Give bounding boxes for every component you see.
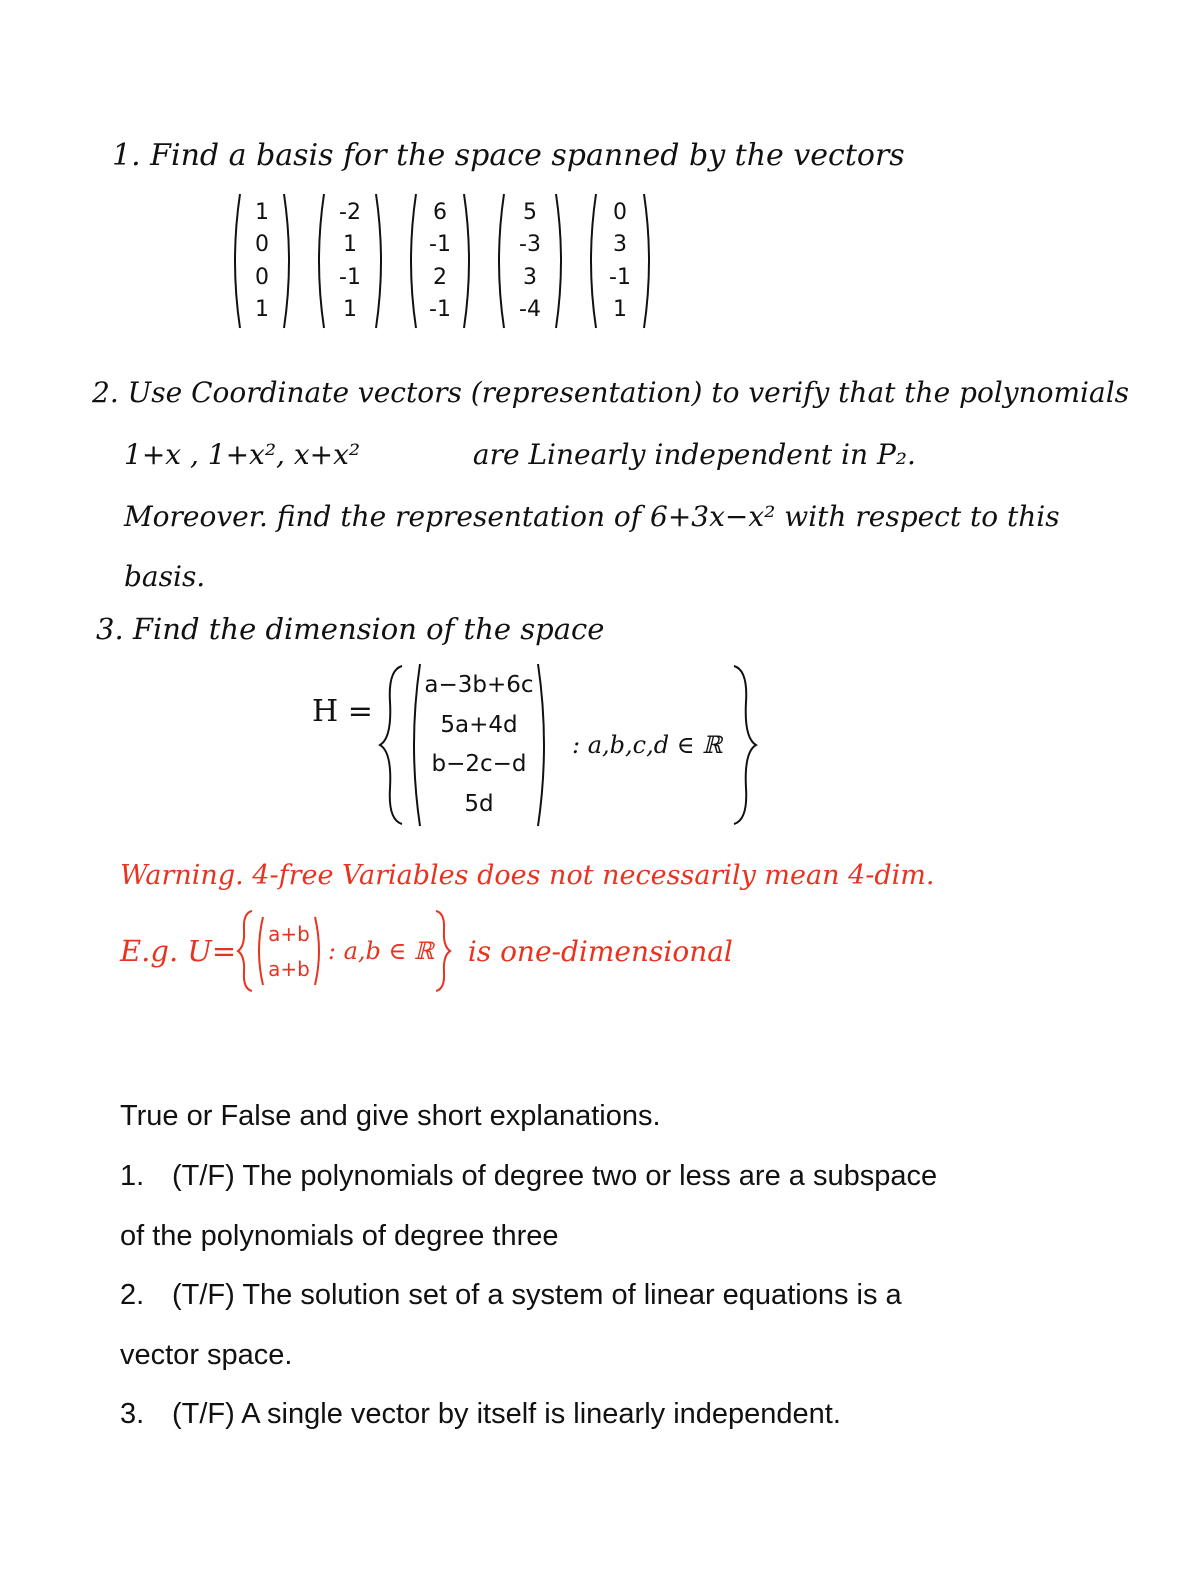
example-suffix: is one-dimensional: [467, 934, 733, 968]
q1-prompt: [112, 138, 905, 173]
warning-example: [120, 908, 733, 994]
q2-line4-text: basis.: [124, 560, 206, 593]
vector-3-entry: 2: [433, 264, 447, 290]
q1-number: 1.: [112, 138, 141, 173]
q3-number: 3.: [96, 612, 124, 646]
example-entry: a+b: [268, 956, 310, 981]
q2-number: 2.: [92, 376, 119, 409]
tf-item-number: 1.: [120, 1160, 145, 1192]
vector-3-entry: -1: [429, 297, 451, 323]
tf-item-3-line1: [120, 1398, 841, 1431]
q2-line3-text: Moreover. find the representation of 6+3x−x² with respect to this: [124, 500, 1060, 533]
vector-4-entry: -4: [519, 297, 541, 323]
q2-line1-text: Use Coordinate vectors (representation) to verify that the polynomials: [127, 376, 1130, 409]
q3-prompt: [96, 612, 604, 646]
vector-2-entry: -1: [339, 264, 361, 290]
vector-5-entry: 0: [613, 199, 627, 225]
vector-1-entry: 0: [255, 264, 269, 290]
q1-vectors: [228, 192, 656, 330]
vector-1-entry: 1: [255, 199, 269, 225]
vector-1: [228, 192, 296, 330]
q3-condition: : a,b,c,d ∈ ℝ: [572, 731, 723, 759]
warning-line: [120, 860, 934, 891]
q3-entry: 5d: [464, 790, 494, 817]
vector-3-entry: -1: [429, 232, 451, 258]
q2-line2-tail: are Linearly independent in P₂.: [472, 438, 916, 471]
q3-set-name: H =: [312, 694, 373, 729]
q1-text: Find a basis for the space spanned by the vectors: [150, 138, 905, 173]
q2-line4: [124, 560, 205, 593]
example-right-brace-icon: [434, 908, 452, 994]
vector-5-entry: 3: [613, 232, 627, 258]
q3-entry: 5a+4d: [440, 711, 518, 738]
q2-line1: [92, 376, 1129, 409]
vector-4-entry: 5: [523, 199, 537, 225]
vector-2-entry: 1: [343, 297, 357, 323]
vector-5: [584, 192, 656, 330]
left-brace-icon: [376, 662, 406, 828]
vector-4-entry: -3: [519, 232, 541, 258]
vector-1-entry: 0: [255, 232, 269, 258]
vector-2-entry: 1: [343, 232, 357, 258]
q2-polynomials: 1+x , 1+x², x+x²: [124, 438, 361, 471]
example-entry: a+b: [268, 921, 310, 946]
q3-text: Find the dimension of the space: [132, 612, 605, 646]
q3-entry: a−3b+6c: [424, 672, 534, 699]
vector-4: [492, 192, 568, 330]
tf-item-text: (T/F) A single vector by itself is linearly independent.: [172, 1398, 841, 1430]
tf-item-number: 3.: [120, 1398, 145, 1430]
vector-3-entry: 6: [433, 199, 447, 225]
tf-item-number: 2.: [120, 1279, 145, 1311]
example-prefix: E.g. U=: [120, 934, 237, 968]
q2-line2: [124, 438, 916, 471]
vector-2: [312, 192, 388, 330]
warning-text: Warning. 4-free Variables does not necessarily mean 4-dim.: [120, 860, 935, 891]
vector-1-entry: 1: [255, 297, 269, 323]
tf-item-text: (T/F) The polynomials of degree two or less are a subspace: [172, 1160, 938, 1192]
q2-line3: [124, 500, 1060, 533]
tf-item-1-line1: [120, 1160, 937, 1193]
tf-item-2-line2: vector space.: [120, 1339, 293, 1371]
vector-3: [404, 192, 476, 330]
vector-4-entry: 3: [523, 264, 537, 290]
vector-5-entry: 1: [613, 297, 627, 323]
tf-item-text: (T/F) The solution set of a system of linear equations is a: [172, 1279, 902, 1311]
example-left-brace-icon: [236, 908, 254, 994]
q3-entry: b−2c−d: [431, 751, 527, 778]
right-brace-icon: [730, 662, 760, 828]
example-condition: : a,b ∈ ℝ: [327, 937, 434, 965]
tf-item-2-line1: [120, 1279, 902, 1312]
vector-5-entry: -1: [609, 264, 631, 290]
tf-heading: True or False and give short explanations.: [120, 1100, 661, 1132]
vector-2-entry: -2: [339, 199, 361, 225]
q3-set: [376, 662, 760, 828]
tf-item-1-line2: of the polynomials of degree three: [120, 1220, 559, 1252]
